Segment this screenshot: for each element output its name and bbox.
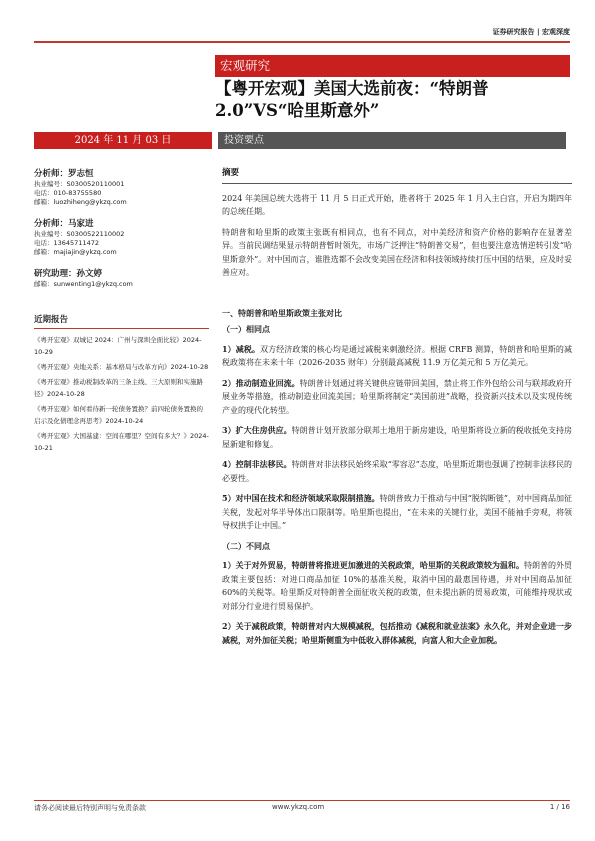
recent-report-link[interactable]: 《粤开宏观》双城记 2024：广州与深圳全面比较》2024-10-29 (34, 336, 202, 356)
point-head: 2）关于减税政策，特朗普对内大规模减税，包括推动《减税和就业法案》永久化，并对企业进一步减税，对外加征关税；哈里斯侧重为中低收入群体减税，向富人和大企业加税。 (222, 621, 572, 645)
subsection-heading-diff: （二）不同点 (222, 541, 270, 551)
point-head: 2）推动制造业回流。 (222, 377, 300, 388)
summary-paragraph-2: 特朗普和哈里斯的政策主张既有相同点，也有不同点，对中美经济和资产价格的影响存在显著差异。当前民调结果显示特朗普暂时领先，市场广泛押注“特朗普交易”，但也要注意选情逆转引发“哈里斯意外”。对中国而言，谁胜选都不会改变美国在经济和科技领域持续打压中国的结果，应及时妥善应对。 (222, 227, 572, 277)
analyst-license: 执业编号：S0300520110001 (34, 180, 125, 188)
point-body: 双方经济政策的核心均是通过减税来刺激经济。根据 CRFB 测算，特朗普和哈里斯的减税政策将在未来十年（2026-2035 财年）分别最高减税 11.9 万亿美元和 5 万亿美元。 (222, 344, 572, 367)
header-divider (34, 41, 570, 43)
subsection-heading-same: （一）相同点 (222, 325, 270, 334)
same-point-2 (222, 377, 572, 418)
point-head: 3）扩大住房供应。 (222, 425, 292, 435)
point-body: 特朗普对非法移民始终采取“零容忍”态度，哈里斯近期也强调了控制非法移民的必要性。 (222, 460, 572, 483)
analyst-email[interactable]: 邮箱：luozhiheng@ykzq.com (34, 198, 127, 206)
investment-highlights-banner: 投资要点 (218, 132, 566, 149)
diff-point-1 (222, 559, 572, 613)
summary-paragraph-1: 2024 年美国总统大选将于 11 月 5 日正式开始，胜者将于 2025 年 1 月入主白宫，开启为期四年的总统任期。 (222, 193, 572, 216)
report-date: 2024 年 11 月 03 日 (34, 132, 212, 149)
recent-report-link[interactable]: 《粤开宏观》如何看待新一轮债务置换？前四轮债务置换的启示及化债理念再思考》2024-10-24 (34, 405, 203, 425)
recent-report-link[interactable]: 《粤开宏观》大国基建：空间在哪里？空间有多大？》2024-10-21 (34, 432, 209, 452)
same-point-1 (222, 343, 572, 370)
same-point-3 (222, 424, 572, 451)
analyst-phone: 电话：13645711472 (34, 239, 99, 247)
point-head: 1）减税。 (222, 343, 261, 354)
point-body: 特朗普计划通过将关键供应链带回美国，禁止将工作外包给公司与联邦政府开展业务等措施，推动制造业回流美国；哈里斯将制定“美国前进”战略，投资新兴技术以及实现传统产业的现代化转型。 (222, 378, 572, 415)
analyst-2 (34, 217, 209, 257)
analyst-email[interactable]: 邮箱：majiajin@ykzq.com (34, 248, 117, 256)
summary-heading (222, 167, 572, 184)
footer-page-number: 1 / 16 (549, 803, 570, 811)
same-point-4 (222, 458, 572, 485)
sidebar (34, 167, 209, 457)
diff-point-2 (222, 620, 572, 647)
footer-divider (34, 800, 570, 801)
analyst-name: 分析师：马家进 (34, 219, 94, 229)
recent-report-link[interactable]: 《粤开宏观》央地关系：基本格局与改革方向》2024-10-28 (34, 363, 209, 371)
main-content (222, 167, 572, 654)
point-head: 5）对中国在技术和经济领域采取限制措施。 (222, 493, 380, 503)
point-body: 特朗普的外贸政策主要包括：对进口商品加征 10%的基准关税，取消中国的最惠国待遇，并对中国商品加征 60%的关税等。哈里斯反对特朗普全面征收关税的政策，但未提出新的贸易政策，可能维持现状或对部分行业进行贸易保护。 (222, 561, 573, 611)
assistant-name: 研究助理：孙文婷 (34, 269, 103, 279)
point-head: 1）关于对外贸易，特朗普将推进更加激进的关税政策，哈里斯的关税政策较为温和。 (222, 560, 524, 570)
recent-report-link[interactable]: 《粤开宏观》推动税制改革的三条主线、三大原则和实施路径》2024-10-28 (34, 378, 203, 398)
analyst-license: 执业编号：S0300522110002 (34, 230, 125, 238)
recent-reports-title: 近期报告 (34, 313, 209, 329)
point-body: 特朗普致力于推动与中国“脱钩断链”，对中国商品加征关税，发起对华半导体出口限制等。哈里斯也提出，“在未来的关键行业，美国不能袖手旁观，将领导权拱手让中国。” (222, 494, 572, 530)
analyst-1 (34, 167, 209, 207)
report-title: 【粤开宏观】美国大选前夜：“特朗普2.0”VS“哈里斯意外” (215, 79, 489, 120)
footer-website[interactable]: www.ykzq.com (272, 803, 325, 811)
header-report-type: 证券研究报告 | 宏观深度 (492, 28, 570, 36)
summary-heading-text: 摘要 (222, 168, 240, 178)
analyst-name: 分析师：罗志恒 (34, 169, 94, 179)
assistant-email[interactable]: 邮箱：sunwenting1@ykzq.com (34, 280, 133, 288)
same-point-5 (222, 492, 572, 533)
research-assistant (34, 267, 209, 289)
analyst-phone: 电话：010-83755580 (34, 189, 102, 197)
section-heading: 一、特朗普和哈里斯政策主张对比 (222, 308, 342, 318)
footer-disclaimer: 请务必阅读最后特别声明与免责条款 (34, 804, 146, 812)
category-banner: 宏观研究 (215, 55, 570, 77)
point-body: 特朗普计划开放部分联邦土地用于新房建设，哈里斯将设立新的税收抵免支持房屋新建和修复。 (222, 426, 572, 449)
point-head: 4）控制非法移民。 (222, 459, 292, 469)
